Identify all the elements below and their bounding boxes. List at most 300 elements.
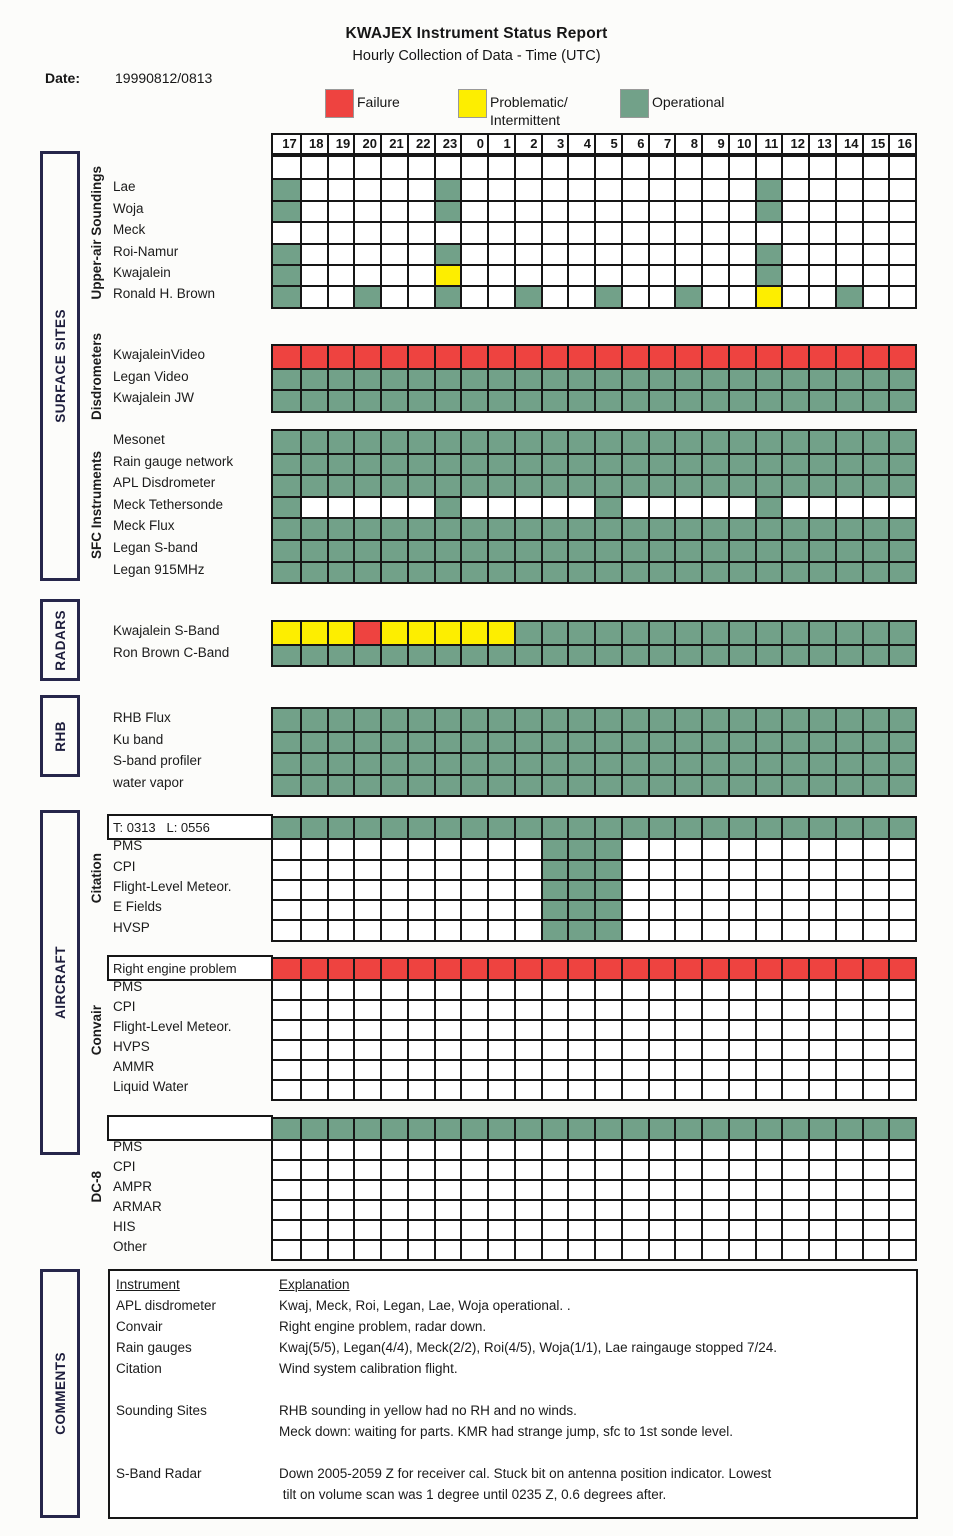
status-cell <box>460 519 487 539</box>
status-cell <box>300 498 327 518</box>
status-cell <box>353 476 380 496</box>
status-cell <box>755 245 782 264</box>
status-cell <box>648 861 675 879</box>
status-row <box>273 157 915 178</box>
status-cell <box>460 1241 487 1259</box>
status-cell <box>460 346 487 368</box>
status-cell <box>674 1141 701 1159</box>
status-cell <box>674 245 701 264</box>
status-cell <box>621 245 648 264</box>
status-cell <box>327 1201 354 1219</box>
status-cell <box>300 861 327 879</box>
status-cell <box>514 391 541 411</box>
status-cell <box>594 391 621 411</box>
status-cell <box>862 1021 889 1039</box>
row-label: CPI <box>113 858 136 874</box>
status-cell <box>380 1161 407 1179</box>
status-cell <box>300 754 327 774</box>
status-cell <box>434 1161 461 1179</box>
status-cell <box>701 818 728 838</box>
status-cell <box>701 1221 728 1239</box>
status-cell <box>407 861 434 879</box>
section-box-rhb <box>40 695 80 777</box>
hour-header-cell: 6 <box>621 135 648 153</box>
status-cell <box>755 818 782 838</box>
status-cell <box>380 776 407 796</box>
status-cell <box>862 245 889 264</box>
status-cell <box>621 1201 648 1219</box>
status-cell <box>567 622 594 644</box>
status-cell <box>648 818 675 838</box>
legend-problematic-swatch <box>458 89 487 118</box>
status-cell <box>353 921 380 939</box>
status-cell <box>594 519 621 539</box>
status-cell <box>808 519 835 539</box>
status-cell <box>808 709 835 731</box>
status-cell <box>487 881 514 899</box>
status-cell <box>300 1061 327 1079</box>
status-cell <box>728 519 755 539</box>
status-cell <box>621 1001 648 1019</box>
status-cell <box>353 1119 380 1139</box>
status-cell <box>728 1141 755 1159</box>
status-cell <box>728 1181 755 1199</box>
row-label: Kwajalein S-Band <box>113 623 220 638</box>
status-cell <box>888 498 915 518</box>
status-row <box>273 899 915 919</box>
row-label: Ronald H. Brown <box>113 286 216 302</box>
status-cell <box>541 266 568 285</box>
status-cell <box>755 622 782 644</box>
status-cell <box>701 245 728 264</box>
status-cell <box>434 245 461 264</box>
status-cell <box>621 1141 648 1159</box>
status-cell <box>300 180 327 199</box>
status-cell <box>380 901 407 919</box>
status-cell <box>434 541 461 561</box>
status-cell <box>862 1061 889 1079</box>
status-cell <box>487 1201 514 1219</box>
status-cell <box>621 541 648 561</box>
status-cell <box>755 157 782 178</box>
status-cell <box>674 818 701 838</box>
status-cell <box>674 455 701 475</box>
status-cell <box>567 921 594 939</box>
status-cell <box>621 1021 648 1039</box>
status-cell <box>728 370 755 390</box>
status-cell <box>541 646 568 666</box>
status-cell <box>701 1181 728 1199</box>
status-cell <box>648 1119 675 1139</box>
status-cell <box>353 733 380 753</box>
status-cell <box>648 959 675 979</box>
status-cell <box>514 1081 541 1099</box>
status-cell <box>460 1161 487 1179</box>
status-cell <box>862 180 889 199</box>
status-cell <box>407 1021 434 1039</box>
status-cell <box>541 1161 568 1179</box>
status-cell <box>273 921 300 939</box>
status-cell <box>594 541 621 561</box>
status-cell <box>380 498 407 518</box>
status-cell <box>273 861 300 879</box>
comment-line: tilt on volume scan was 1 degree until 0235 Z, 0.6 degrees after. <box>279 1487 667 1502</box>
status-cell <box>835 622 862 644</box>
status-cell <box>728 733 755 753</box>
status-cell <box>434 776 461 796</box>
status-cell <box>434 223 461 242</box>
status-cell <box>273 1119 300 1139</box>
status-cell <box>567 754 594 774</box>
comment-explanation <box>279 1400 910 1442</box>
status-cell <box>621 1241 648 1259</box>
status-cell <box>808 455 835 475</box>
status-cell <box>273 840 300 858</box>
hour-header-cell: 13 <box>808 135 835 153</box>
status-cell <box>567 818 594 838</box>
status-cell <box>567 733 594 753</box>
status-cell <box>434 370 461 390</box>
status-cell <box>781 1181 808 1199</box>
status-cell <box>621 1041 648 1059</box>
status-cell <box>648 840 675 858</box>
status-cell <box>648 346 675 368</box>
status-cell <box>781 223 808 242</box>
status-cell <box>514 266 541 285</box>
status-cell <box>701 646 728 666</box>
status-cell <box>755 776 782 796</box>
status-cell <box>808 541 835 561</box>
status-cell <box>567 1061 594 1079</box>
status-cell <box>380 818 407 838</box>
status-cell <box>888 1001 915 1019</box>
status-row <box>273 200 915 221</box>
status-cell <box>353 346 380 368</box>
status-cell <box>300 1221 327 1239</box>
status-cell <box>888 519 915 539</box>
status-cell <box>273 1221 300 1239</box>
status-cell <box>781 563 808 583</box>
status-cell <box>728 840 755 858</box>
status-cell <box>514 1021 541 1039</box>
status-cell <box>701 498 728 518</box>
status-cell <box>567 981 594 999</box>
status-cell <box>728 455 755 475</box>
status-cell <box>327 223 354 242</box>
status-cell <box>353 776 380 796</box>
status-cell <box>835 498 862 518</box>
status-cell <box>621 622 648 644</box>
status-cell <box>674 431 701 453</box>
status-cell <box>327 266 354 285</box>
hour-header-cell: 0 <box>460 135 487 153</box>
status-cell <box>888 1021 915 1039</box>
status-cell <box>460 733 487 753</box>
status-cell <box>648 881 675 899</box>
status-cell <box>300 157 327 178</box>
status-cell <box>353 157 380 178</box>
status-cell <box>514 370 541 390</box>
status-cell <box>862 202 889 221</box>
status-cell <box>434 901 461 919</box>
note-box-label: Right engine problem <box>107 955 273 981</box>
status-row <box>273 1219 915 1239</box>
status-cell <box>380 733 407 753</box>
status-cell <box>514 1119 541 1139</box>
status-row <box>273 979 915 999</box>
status-cell <box>514 1161 541 1179</box>
status-cell <box>674 622 701 644</box>
status-cell <box>808 476 835 496</box>
status-cell <box>567 391 594 411</box>
status-cell <box>327 1221 354 1239</box>
date-label: Date: <box>45 70 81 86</box>
comment-row <box>116 1337 910 1358</box>
status-cell <box>380 622 407 644</box>
status-cell <box>888 840 915 858</box>
status-cell <box>862 157 889 178</box>
status-cell <box>648 646 675 666</box>
status-cell <box>407 202 434 221</box>
status-cell <box>862 646 889 666</box>
status-cell <box>541 180 568 199</box>
status-cell <box>300 1081 327 1099</box>
status-cell <box>380 476 407 496</box>
status-cell <box>888 431 915 453</box>
status-cell <box>541 622 568 644</box>
status-cell <box>273 754 300 774</box>
status-row <box>273 496 915 518</box>
status-cell <box>541 519 568 539</box>
status-cell <box>514 180 541 199</box>
status-cell <box>514 901 541 919</box>
status-cell <box>888 157 915 178</box>
status-cell <box>835 245 862 264</box>
status-cell <box>594 1201 621 1219</box>
status-cell <box>728 622 755 644</box>
status-cell <box>273 455 300 475</box>
status-cell <box>888 754 915 774</box>
status-cell <box>514 1061 541 1079</box>
row-label: Other <box>113 1239 147 1254</box>
status-cell <box>781 391 808 411</box>
status-cell <box>487 901 514 919</box>
hour-header-row <box>273 135 915 153</box>
status-cell <box>353 266 380 285</box>
status-cell <box>567 861 594 879</box>
status-cell <box>567 1041 594 1059</box>
status-cell <box>273 157 300 178</box>
status-cell <box>862 370 889 390</box>
status-cell <box>407 1221 434 1239</box>
status-cell <box>487 180 514 199</box>
group-label-upper-air-soundings <box>86 148 106 318</box>
status-row <box>273 709 915 731</box>
status-cell <box>755 498 782 518</box>
section-box-comments <box>40 1269 80 1518</box>
status-cell <box>621 563 648 583</box>
status-cell <box>487 346 514 368</box>
status-cell <box>300 1001 327 1019</box>
status-cell <box>781 754 808 774</box>
status-cell <box>755 709 782 731</box>
status-cell <box>648 157 675 178</box>
status-cell <box>701 881 728 899</box>
status-cell <box>407 981 434 999</box>
status-row <box>273 453 915 475</box>
status-cell <box>728 476 755 496</box>
status-cell <box>835 1001 862 1019</box>
status-cell <box>808 881 835 899</box>
status-cell <box>648 541 675 561</box>
status-cell <box>460 1119 487 1139</box>
status-cell <box>674 370 701 390</box>
status-cell <box>353 1061 380 1079</box>
status-cell <box>380 754 407 774</box>
status-cell <box>808 266 835 285</box>
status-cell <box>594 431 621 453</box>
status-cell <box>621 202 648 221</box>
status-cell <box>300 1141 327 1159</box>
status-cell <box>407 287 434 306</box>
status-cell <box>460 1061 487 1079</box>
status-cell <box>434 157 461 178</box>
status-cell <box>728 157 755 178</box>
status-cell <box>460 1021 487 1039</box>
status-cell <box>808 1161 835 1179</box>
comments-box <box>108 1269 918 1519</box>
status-cell <box>888 818 915 838</box>
status-cell <box>594 476 621 496</box>
group-label-text: Upper-air Soundings <box>88 166 104 300</box>
status-cell <box>353 622 380 644</box>
section-box-label: COMMENTS <box>52 1352 68 1435</box>
status-cell <box>781 180 808 199</box>
status-cell <box>434 180 461 199</box>
status-cell <box>380 346 407 368</box>
status-cell <box>781 881 808 899</box>
status-cell <box>434 476 461 496</box>
status-cell <box>380 840 407 858</box>
status-cell <box>353 431 380 453</box>
status-cell <box>862 563 889 583</box>
status-cell <box>327 1081 354 1099</box>
status-cell <box>514 202 541 221</box>
hour-header-cell: 5 <box>594 135 621 153</box>
status-cell <box>755 881 782 899</box>
status-cell <box>674 709 701 731</box>
status-cell <box>781 981 808 999</box>
status-cell <box>701 287 728 306</box>
status-cell <box>514 245 541 264</box>
status-cell <box>327 959 354 979</box>
status-cell <box>434 959 461 979</box>
status-cell <box>380 1141 407 1159</box>
status-cell <box>862 1181 889 1199</box>
status-cell <box>567 541 594 561</box>
status-cell <box>621 818 648 838</box>
status-cell <box>487 431 514 453</box>
status-cell <box>327 346 354 368</box>
status-cell <box>862 881 889 899</box>
status-cell <box>434 1081 461 1099</box>
status-cell <box>273 646 300 666</box>
status-cell <box>594 498 621 518</box>
status-cell <box>728 563 755 583</box>
status-cell <box>380 881 407 899</box>
status-cell <box>781 455 808 475</box>
status-cell <box>300 391 327 411</box>
status-cell <box>434 266 461 285</box>
status-cell <box>487 287 514 306</box>
status-cell <box>487 861 514 879</box>
status-cell <box>460 370 487 390</box>
status-cell <box>353 1161 380 1179</box>
status-cell <box>808 1081 835 1099</box>
status-cell <box>594 901 621 919</box>
status-cell <box>594 921 621 939</box>
status-cell <box>460 959 487 979</box>
row-label: APL Disdrometer <box>113 475 216 491</box>
status-cell <box>594 733 621 753</box>
status-cell <box>514 881 541 899</box>
status-cell <box>755 563 782 583</box>
status-cell <box>541 455 568 475</box>
status-cell <box>407 476 434 496</box>
status-cell <box>487 1119 514 1139</box>
status-cell <box>621 646 648 666</box>
row-label: Roi-Namur <box>113 243 179 259</box>
hour-header-cell: 19 <box>327 135 354 153</box>
status-cell <box>327 287 354 306</box>
status-cell <box>781 1161 808 1179</box>
row-label: Kwajalein JW <box>113 390 195 406</box>
status-cell <box>648 901 675 919</box>
comment-row <box>116 1463 910 1505</box>
status-cell <box>300 202 327 221</box>
status-cell <box>621 498 648 518</box>
status-cell <box>808 901 835 919</box>
status-cell <box>701 476 728 496</box>
status-cell <box>460 840 487 858</box>
status-cell <box>380 1081 407 1099</box>
status-cell <box>353 245 380 264</box>
status-cell <box>781 646 808 666</box>
status-cell <box>888 959 915 979</box>
status-cell <box>353 646 380 666</box>
status-cell <box>273 622 300 644</box>
status-cell <box>835 646 862 666</box>
status-cell <box>835 287 862 306</box>
group-label-text: Disdrometers <box>88 333 104 421</box>
status-row <box>273 1019 915 1039</box>
status-row <box>273 959 915 979</box>
status-cell <box>434 1041 461 1059</box>
status-cell <box>755 1001 782 1019</box>
status-cell <box>273 1161 300 1179</box>
status-cell <box>434 921 461 939</box>
status-cell <box>781 370 808 390</box>
status-cell <box>353 901 380 919</box>
status-cell <box>567 1119 594 1139</box>
status-cell <box>327 202 354 221</box>
status-cell <box>808 245 835 264</box>
status-cell <box>888 223 915 242</box>
status-cell <box>353 180 380 199</box>
status-cell <box>460 861 487 879</box>
row-label: Meck Flux <box>113 518 175 534</box>
status-cell <box>862 223 889 242</box>
